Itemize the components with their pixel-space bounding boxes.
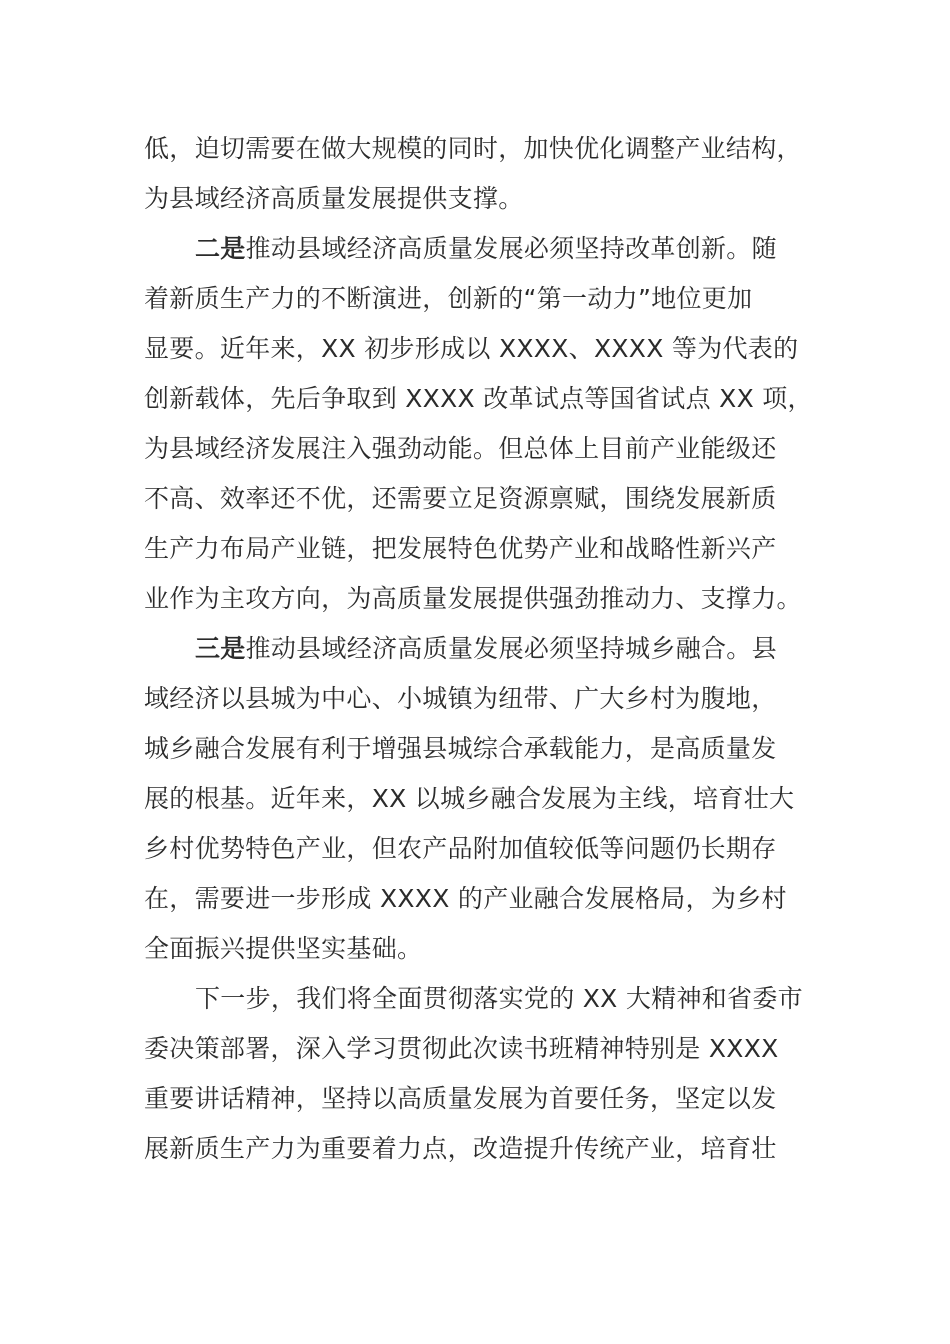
text-line: 为县域经济高质量发展提供支撑。 <box>144 184 524 213</box>
text-line: 委决策部署，深入学习贯彻此次读书班精神特别是 XXXX <box>144 1034 779 1063</box>
text-line: 展的根基。近年来，XX 以城乡融合发展为主线，培育壮大 <box>144 784 795 813</box>
paragraph-urban-rural <box>144 624 808 974</box>
paragraph-first-line <box>144 624 808 674</box>
text-line: 创新载体，先后争取到 XXXX 改革试点等国省试点 XX 项， <box>144 384 813 413</box>
text-line: 全面振兴提供坚实基础。 <box>144 934 423 963</box>
text-line: 生产力布局产业链，把发展特色优势产业和战略性新兴产 <box>144 534 777 563</box>
paragraph-next-steps <box>144 974 808 1174</box>
paragraph-first-line <box>144 224 808 274</box>
text-line: 展新质生产力为重要着力点，改造提升传统产业，培育壮 <box>144 1134 777 1163</box>
text-line: 业作为主攻方向，为高质量发展提供强劲推动力、支撑力。 <box>144 584 802 613</box>
document-body <box>144 124 813 1174</box>
paragraph-reform-innovation <box>144 224 813 624</box>
text-run: 推动县域经济高质量发展必须坚持改革创新。随 <box>245 234 777 263</box>
text-line: 城乡融合发展有利于增强县城综合承载能力，是高质量发 <box>144 734 777 763</box>
paragraph-continuation <box>144 124 808 224</box>
text-line: 着新质生产力的不断演进，创新的“第一动力”地位更加 <box>144 284 753 313</box>
text-run: 推动县域经济高质量发展必须坚持城乡融合。县 <box>245 634 777 663</box>
text-line: 重要讲话精神，坚持以高质量发展为首要任务，坚定以发 <box>144 1084 777 1113</box>
text-line: 乡村优势特色产业，但农产品附加值较低等问题仍长期存 <box>144 834 777 863</box>
text-line: 不高、效率还不优，还需要立足资源禀赋，围绕发展新质 <box>144 484 777 513</box>
paragraph-lead: 三是 <box>195 634 246 663</box>
text-line: 域经济以县城为中心、小城镇为纽带、广大乡村为腹地， <box>144 684 777 713</box>
paragraph-lead: 二是 <box>195 234 246 263</box>
paragraph-first-line: 下一步，我们将全面贯彻落实党的 XX 大精神和省委市 <box>195 984 803 1013</box>
text-line: 低，迫切需要在做大规模的同时，加快优化调整产业结构， <box>144 134 802 163</box>
text-line: 在，需要进一步形成 XXXX 的产业融合发展格局，为乡村 <box>144 884 787 913</box>
text-line: 为县域经济发展注入强劲动能。但总体上目前产业能级还 <box>144 434 777 463</box>
text-line: 显要。近年来，XX 初步形成以 XXXX、XXXX 等为代表的 <box>144 334 799 363</box>
